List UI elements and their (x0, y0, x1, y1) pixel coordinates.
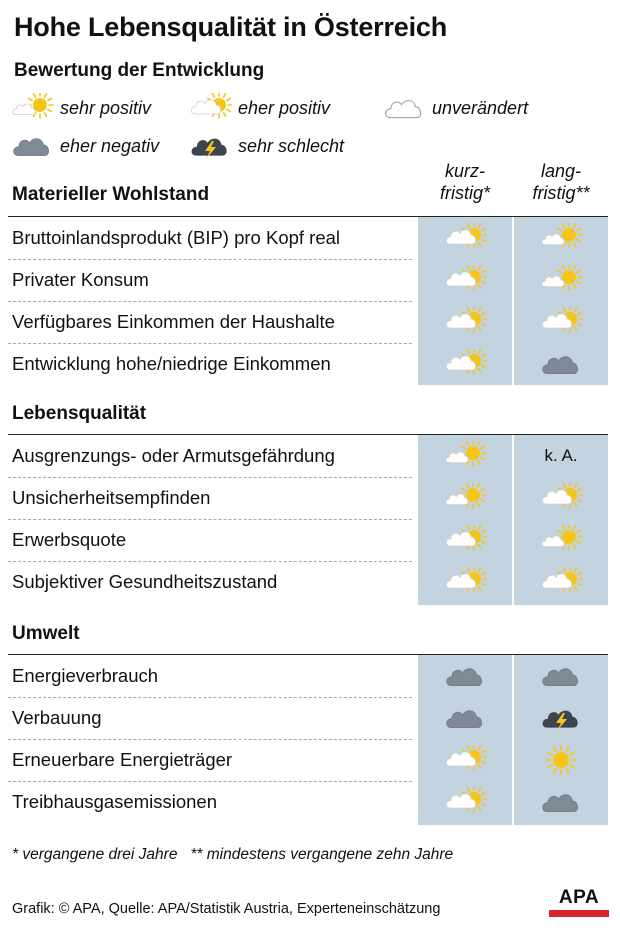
indicator-label: Verbauung (12, 707, 102, 728)
rating-cell-long (514, 477, 608, 519)
sun-behind-cloud-icon (443, 745, 487, 775)
rating-cell-long (514, 519, 608, 561)
rating-cell-long (514, 739, 608, 781)
section-title: Materieller Wohlstand (12, 184, 210, 205)
footnote: * vergangene drei Jahre ** mindestens vergangene zehn Jahre (12, 846, 454, 863)
indicator-label: Subjektiver Gesundheitszustand (12, 571, 278, 592)
indicator-label: Bruttoinlandsprodukt (BIP) pro Kopf real (12, 227, 341, 248)
sun-behind-cloud-icon (539, 307, 583, 337)
no-data-text: k. A. (544, 446, 578, 465)
column-header-short-line1: kurz- (445, 161, 485, 181)
legend-label: unverändert (432, 97, 529, 118)
rating-cell-short (418, 477, 512, 519)
grey-cloud-icon (539, 787, 583, 817)
indicator-label: Treibhausgasemissionen (12, 791, 217, 812)
rating-cell-long (514, 217, 608, 259)
rating-cell-short (418, 217, 512, 259)
sun-behind-cloud-icon (539, 567, 583, 597)
indicator-label: Erneuerbare Energieträger (12, 749, 233, 770)
sun-behind-cloud-icon (443, 525, 487, 555)
section-title: Umwelt (12, 623, 80, 644)
rating-cell-short (418, 301, 512, 343)
apa-logo-text: APA (558, 887, 600, 908)
indicator-label: Verfügbares Einkommen der Haushalte (12, 311, 335, 332)
indicator-label: Unsicherheitsempfinden (12, 487, 211, 508)
grey-cloud-icon (443, 703, 487, 733)
sun-small-cloud-icon (443, 483, 487, 513)
apa-logo (549, 888, 609, 920)
indicator-label: Erwerbsquote (12, 529, 127, 550)
indicator-label: Entwicklung hohe/niedrige Einkommen (12, 353, 331, 374)
rating-cell-short (418, 519, 512, 561)
column-header-long-line1: lang- (540, 161, 582, 181)
rating-cell-short (418, 655, 512, 697)
legend-item-unveraendert (382, 90, 528, 126)
rating-cell-long (514, 697, 608, 739)
rating-cell-short (418, 435, 512, 477)
legend-label: eher positiv (238, 97, 331, 118)
rating-cell-short (418, 343, 512, 385)
rating-cell-long (514, 655, 608, 697)
thunderstorm-icon (539, 703, 583, 733)
indicator-label: Privater Konsum (12, 269, 149, 290)
sun-small-cloud-icon (10, 93, 54, 123)
indicator-label: Energieverbrauch (12, 665, 159, 686)
source-credit: Grafik: © APA, Quelle: APA/Statistik Austria, Experteneinschätzung (12, 901, 441, 917)
rating-cell-long (514, 781, 608, 823)
column-header-long-line2: fristig** (532, 183, 590, 203)
sun-small-cloud-icon (539, 223, 583, 253)
sun-small-cloud-icon (539, 525, 583, 555)
column-header-long (514, 160, 608, 204)
legend-label: sehr schlecht (238, 135, 345, 156)
grey-cloud-icon (10, 131, 54, 161)
sun-small-cloud-icon (539, 265, 583, 295)
sun-icon (539, 745, 583, 775)
section-title: Lebensqualität (12, 403, 147, 424)
sun-behind-cloud-icon (443, 307, 487, 337)
sun-behind-cloud-icon (443, 349, 487, 379)
rating-cell-long (514, 259, 608, 301)
rating-cell-long (514, 301, 608, 343)
grey-cloud-icon (443, 661, 487, 691)
rating-cell-short (418, 561, 512, 603)
column-header-short-line2: fristig* (439, 183, 490, 203)
thunderstorm-icon (188, 131, 232, 161)
legend-item-sehr-positiv (10, 90, 151, 126)
apa-logo-bar (549, 910, 609, 917)
sun-small-cloud-icon (443, 441, 487, 471)
legend-item-sehr-schlecht (188, 128, 344, 164)
rating-cell-long (514, 561, 608, 603)
sun-behind-cloud-icon (443, 567, 487, 597)
sun-behind-cloud-icon (539, 483, 583, 513)
grey-cloud-icon (539, 349, 583, 379)
sun-behind-cloud-icon (188, 93, 232, 123)
legend-item-eher-negativ (10, 128, 159, 164)
sun-behind-cloud-icon (443, 265, 487, 295)
indicator-label: Ausgrenzungs- oder Armutsgefährdung (12, 445, 335, 466)
legend-item-eher-positiv (188, 90, 330, 126)
sun-behind-cloud-icon (443, 223, 487, 253)
rating-cell-short (418, 697, 512, 739)
rating-cell-short (418, 259, 512, 301)
legend-label: sehr positiv (60, 97, 152, 118)
rating-cell-long (514, 343, 608, 385)
rating-cell-long (514, 435, 608, 477)
legend-title: Bewertung der Entwicklung (14, 60, 265, 81)
page-title: Hohe Lebensqualität in Österreich (14, 12, 447, 42)
sun-behind-cloud-icon (443, 787, 487, 817)
column-header-short (418, 160, 512, 204)
rating-cell-short (418, 739, 512, 781)
white-cloud-icon (382, 93, 426, 123)
legend-label: eher negativ (60, 135, 160, 156)
grey-cloud-icon (539, 661, 583, 691)
rating-cell-short (418, 781, 512, 823)
